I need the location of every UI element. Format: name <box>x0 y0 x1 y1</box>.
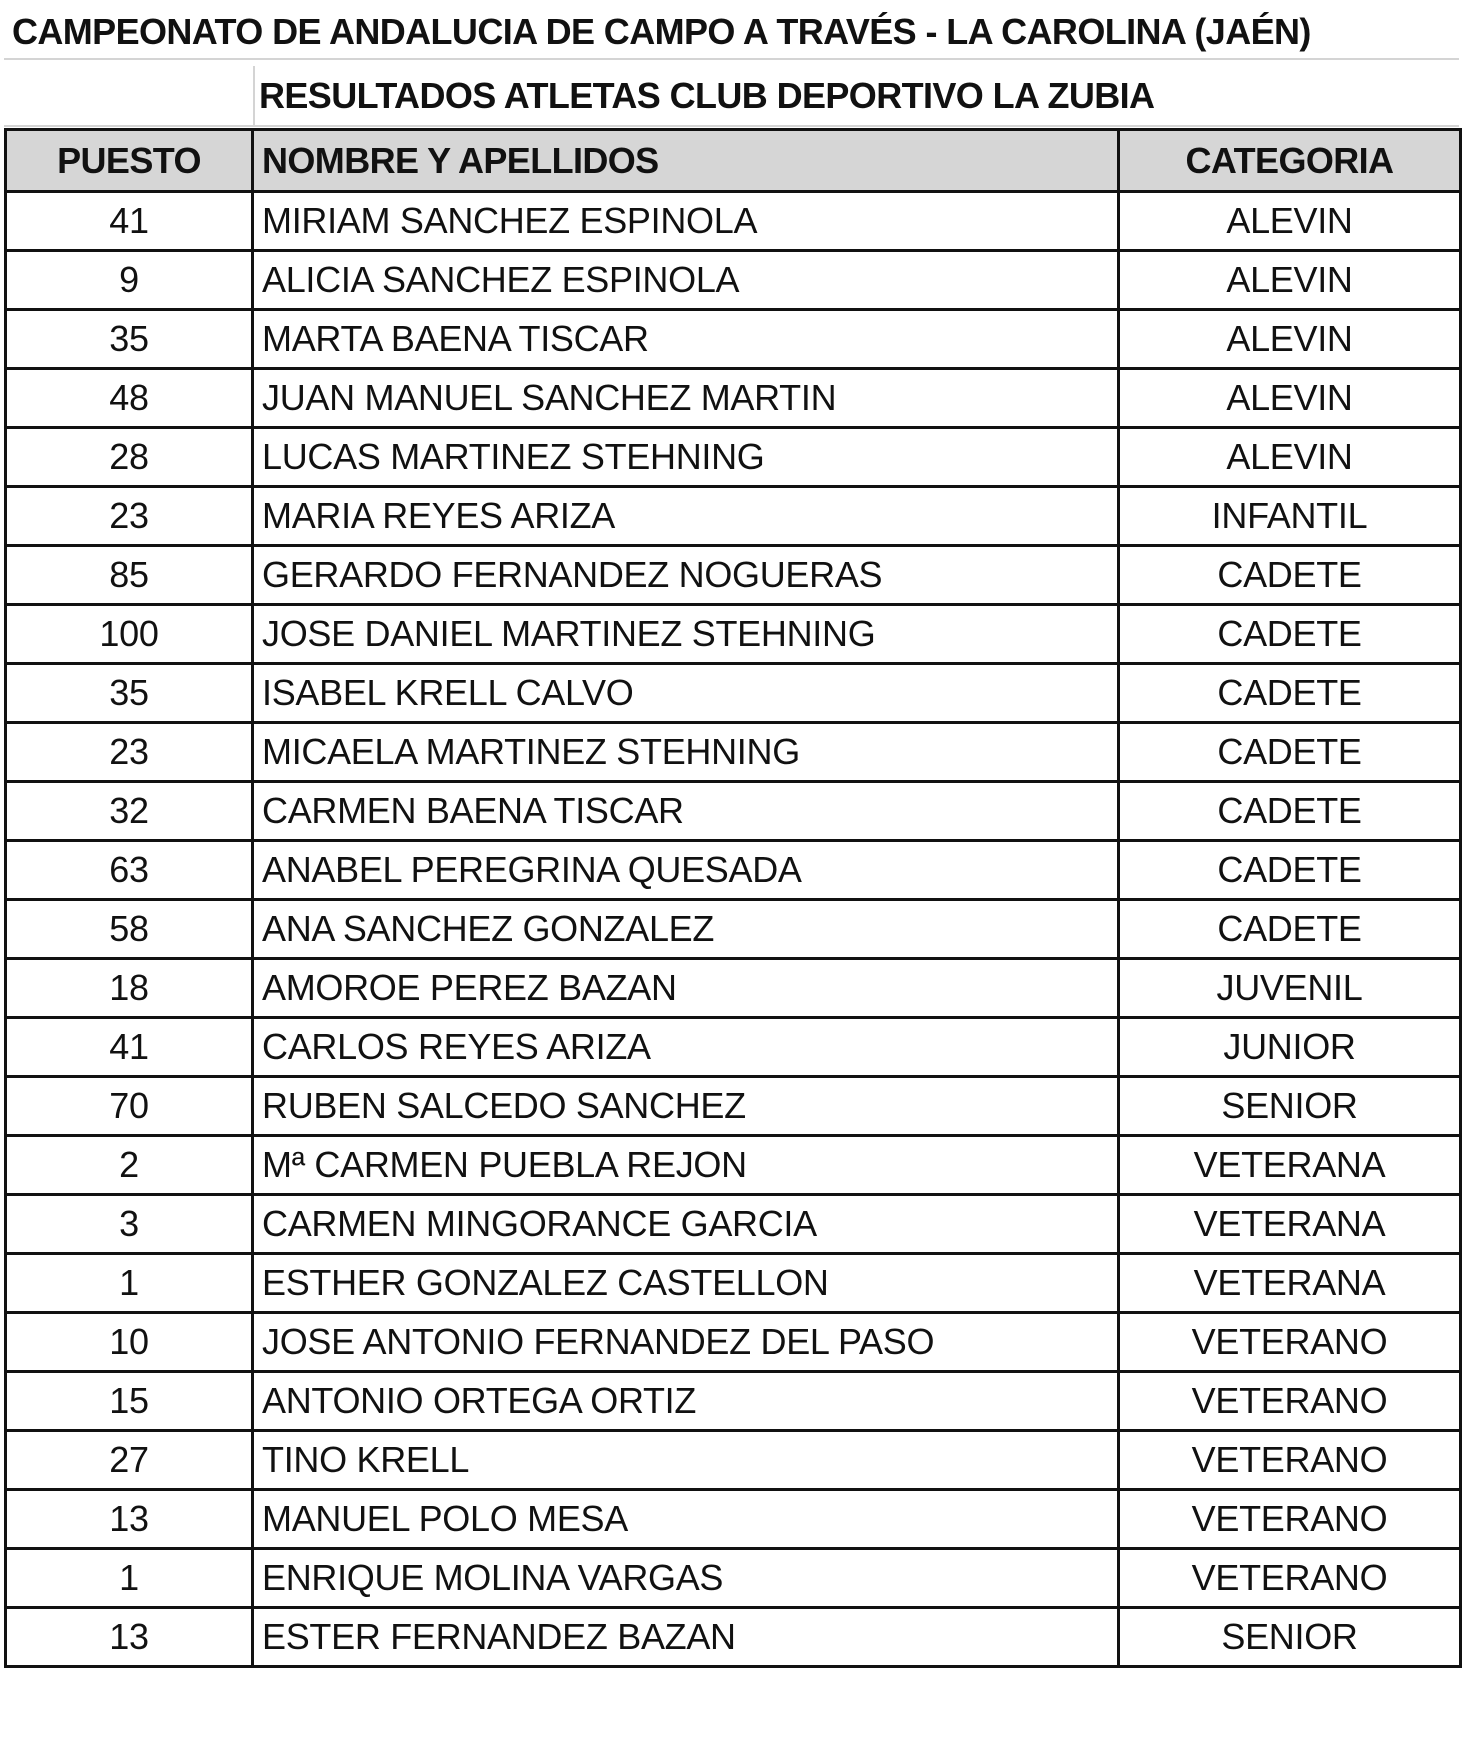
puesto-cell: 2 <box>6 1136 253 1195</box>
puesto-cell: 18 <box>6 959 253 1018</box>
column-header-categoria: CATEGORIA <box>1119 130 1461 192</box>
puesto-cell: 9 <box>6 251 253 310</box>
page-title: CAMPEONATO DE ANDALUCIA DE CAMPO A TRAVÉS - LA CAROLINA (JAÉN) <box>12 11 1311 52</box>
nombre-cell: MANUEL POLO MESA <box>253 1490 1119 1549</box>
categoria-cell: VETERANO <box>1119 1490 1461 1549</box>
puesto-cell: 1 <box>6 1254 253 1313</box>
table-row <box>6 1018 1461 1077</box>
nombre-cell: MARIA REYES ARIZA <box>253 487 1119 546</box>
puesto-cell: 23 <box>6 723 253 782</box>
nombre-cell: AMOROE PEREZ BAZAN <box>253 959 1119 1018</box>
table-row <box>6 546 1461 605</box>
table-row <box>6 1254 1461 1313</box>
puesto-cell: 13 <box>6 1490 253 1549</box>
categoria-cell: CADETE <box>1119 664 1461 723</box>
categoria-cell: SENIOR <box>1119 1077 1461 1136</box>
nombre-cell: ESTHER GONZALEZ CASTELLON <box>253 1254 1119 1313</box>
categoria-cell: VETERANO <box>1119 1431 1461 1490</box>
header-row <box>6 130 1461 192</box>
puesto-cell: 15 <box>6 1372 253 1431</box>
puesto-cell: 100 <box>6 605 253 664</box>
nombre-cell: MARTA BAENA TISCAR <box>253 310 1119 369</box>
nombre-cell: MIRIAM SANCHEZ ESPINOLA <box>253 192 1119 251</box>
table-row <box>6 900 1461 959</box>
categoria-cell: CADETE <box>1119 900 1461 959</box>
table-row <box>6 1136 1461 1195</box>
categoria-cell: ALEVIN <box>1119 251 1461 310</box>
puesto-cell: 13 <box>6 1608 253 1667</box>
categoria-cell: VETERANA <box>1119 1195 1461 1254</box>
puesto-cell: 27 <box>6 1431 253 1490</box>
nombre-cell: ESTER FERNANDEZ BAZAN <box>253 1608 1119 1667</box>
categoria-cell: CADETE <box>1119 546 1461 605</box>
table-row <box>6 1195 1461 1254</box>
categoria-cell: ALEVIN <box>1119 310 1461 369</box>
nombre-cell: ALICIA SANCHEZ ESPINOLA <box>253 251 1119 310</box>
categoria-cell: VETERANO <box>1119 1372 1461 1431</box>
table-row <box>6 428 1461 487</box>
table-row <box>6 369 1461 428</box>
puesto-cell: 63 <box>6 841 253 900</box>
table-row <box>6 251 1461 310</box>
table-row <box>6 310 1461 369</box>
table-row <box>6 192 1461 251</box>
categoria-cell: VETERANA <box>1119 1136 1461 1195</box>
categoria-cell: ALEVIN <box>1119 369 1461 428</box>
puesto-cell: 32 <box>6 782 253 841</box>
categoria-cell: ALEVIN <box>1119 428 1461 487</box>
categoria-cell: CADETE <box>1119 723 1461 782</box>
column-header-puesto: PUESTO <box>6 130 253 192</box>
nombre-cell: ISABEL KRELL CALVO <box>253 664 1119 723</box>
table-row <box>6 1431 1461 1490</box>
table-row <box>6 1608 1461 1667</box>
nombre-cell: CARMEN BAENA TISCAR <box>253 782 1119 841</box>
page-subtitle: RESULTADOS ATLETAS CLUB DEPORTIVO LA ZUBIA <box>259 75 1155 116</box>
table-row <box>6 664 1461 723</box>
puesto-cell: 10 <box>6 1313 253 1372</box>
categoria-cell: CADETE <box>1119 782 1461 841</box>
nombre-cell: RUBEN SALCEDO SANCHEZ <box>253 1077 1119 1136</box>
categoria-cell: JUNIOR <box>1119 1018 1461 1077</box>
puesto-cell: 58 <box>6 900 253 959</box>
puesto-cell: 3 <box>6 1195 253 1254</box>
table-row <box>6 841 1461 900</box>
table-row <box>6 1372 1461 1431</box>
nombre-cell: ANA SANCHEZ GONZALEZ <box>253 900 1119 959</box>
puesto-cell: 35 <box>6 310 253 369</box>
subtitle-row <box>4 66 1459 127</box>
table-row <box>6 723 1461 782</box>
nombre-cell: CARMEN MINGORANCE GARCIA <box>253 1195 1119 1254</box>
categoria-cell: CADETE <box>1119 841 1461 900</box>
puesto-cell: 35 <box>6 664 253 723</box>
results-table <box>4 128 1462 1668</box>
categoria-cell: SENIOR <box>1119 1608 1461 1667</box>
categoria-cell: CADETE <box>1119 605 1461 664</box>
table-row <box>6 487 1461 546</box>
nombre-cell: JUAN MANUEL SANCHEZ MARTIN <box>253 369 1119 428</box>
table-row <box>6 1490 1461 1549</box>
puesto-cell: 48 <box>6 369 253 428</box>
puesto-cell: 85 <box>6 546 253 605</box>
nombre-cell: ANTONIO ORTEGA ORTIZ <box>253 1372 1119 1431</box>
table-row <box>6 782 1461 841</box>
categoria-cell: ALEVIN <box>1119 192 1461 251</box>
subtitle-divider <box>253 66 255 125</box>
nombre-cell: MICAELA MARTINEZ STEHNING <box>253 723 1119 782</box>
table-row <box>6 959 1461 1018</box>
nombre-cell: CARLOS REYES ARIZA <box>253 1018 1119 1077</box>
nombre-cell: Mª CARMEN PUEBLA REJON <box>253 1136 1119 1195</box>
title-row <box>4 4 1459 60</box>
puesto-cell: 41 <box>6 192 253 251</box>
table-row <box>6 1313 1461 1372</box>
table-row <box>6 1077 1461 1136</box>
puesto-cell: 70 <box>6 1077 253 1136</box>
nombre-cell: LUCAS MARTINEZ STEHNING <box>253 428 1119 487</box>
nombre-cell: GERARDO FERNANDEZ NOGUERAS <box>253 546 1119 605</box>
categoria-cell: INFANTIL <box>1119 487 1461 546</box>
nombre-cell: TINO KRELL <box>253 1431 1119 1490</box>
categoria-cell: VETERANA <box>1119 1254 1461 1313</box>
table-row <box>6 605 1461 664</box>
categoria-cell: VETERANO <box>1119 1313 1461 1372</box>
column-header-nombre: NOMBRE Y APELLIDOS <box>253 130 1119 192</box>
nombre-cell: ANABEL PEREGRINA QUESADA <box>253 841 1119 900</box>
puesto-cell: 28 <box>6 428 253 487</box>
table-row <box>6 1549 1461 1608</box>
categoria-cell: VETERANO <box>1119 1549 1461 1608</box>
nombre-cell: ENRIQUE MOLINA VARGAS <box>253 1549 1119 1608</box>
nombre-cell: JOSE DANIEL MARTINEZ STEHNING <box>253 605 1119 664</box>
categoria-cell: JUVENIL <box>1119 959 1461 1018</box>
puesto-cell: 41 <box>6 1018 253 1077</box>
puesto-cell: 23 <box>6 487 253 546</box>
puesto-cell: 1 <box>6 1549 253 1608</box>
nombre-cell: JOSE ANTONIO FERNANDEZ DEL PASO <box>253 1313 1119 1372</box>
